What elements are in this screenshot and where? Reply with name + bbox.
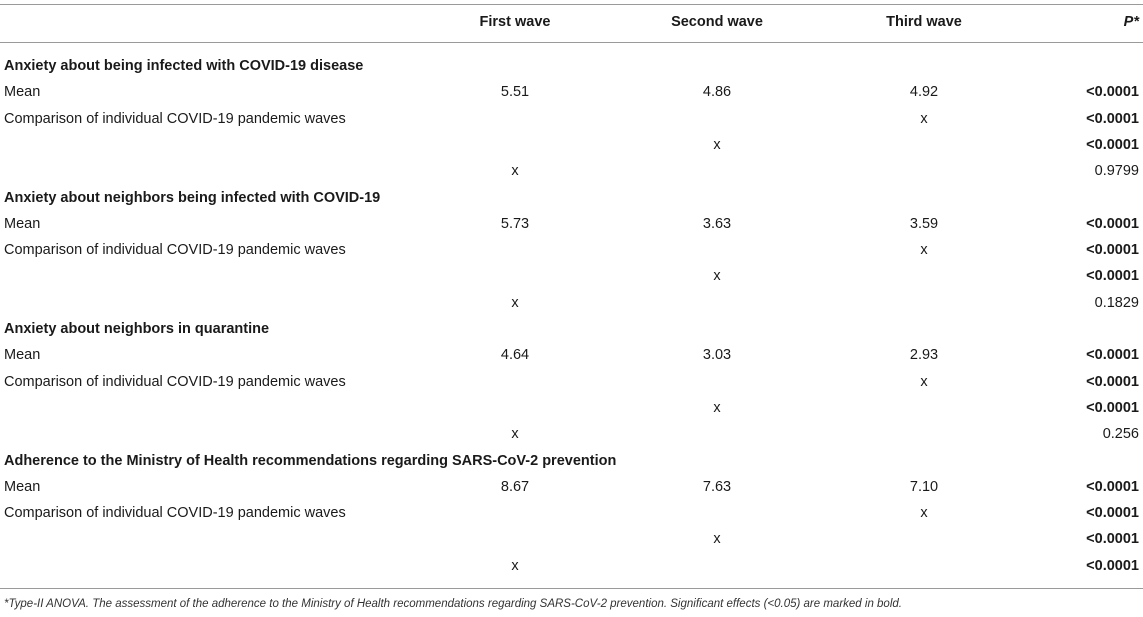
row-label: Comparison of individual COVID-19 pandemic waves xyxy=(4,110,346,127)
section-title: Anxiety about neighbors in quarantine xyxy=(4,321,270,337)
header-row xyxy=(0,9,1143,35)
table-row xyxy=(0,395,1143,421)
third-wave-mark: x xyxy=(920,242,928,259)
table-row xyxy=(0,211,1143,237)
section-title-row xyxy=(0,185,1143,211)
first-wave-value: 4.64 xyxy=(500,347,530,364)
table-row xyxy=(0,500,1143,526)
row-label: Comparison of individual COVID-19 pandemic waves xyxy=(4,242,346,259)
row-label: Mean xyxy=(4,347,41,364)
second-wave-value: 7.63 xyxy=(702,478,732,495)
row-label: Mean xyxy=(4,215,41,232)
table-row xyxy=(0,263,1143,289)
second-wave-mark: x xyxy=(713,136,721,153)
p-value: <0.0001 xyxy=(1086,373,1139,390)
second-wave-value: 3.63 xyxy=(702,215,732,232)
third-wave-value: 4.92 xyxy=(909,84,939,101)
first-wave-value: 5.51 xyxy=(500,84,530,101)
row-label: Mean xyxy=(4,478,41,495)
p-value: <0.0001 xyxy=(1086,84,1139,101)
first-wave-value: 8.67 xyxy=(500,478,530,495)
table-row xyxy=(0,526,1143,552)
p-value: <0.0001 xyxy=(1086,136,1139,153)
section-title-row xyxy=(0,316,1143,342)
first-wave-mark: x xyxy=(511,426,519,443)
p-value: <0.0001 xyxy=(1086,478,1139,495)
p-value: <0.0001 xyxy=(1086,531,1139,548)
first-wave-mark: x xyxy=(511,557,519,574)
table-row xyxy=(0,158,1143,184)
row-label: Comparison of individual COVID-19 pandemic waves xyxy=(4,373,346,390)
p-value: <0.0001 xyxy=(1086,557,1139,574)
first-wave-mark: x xyxy=(511,294,519,311)
second-wave-mark: x xyxy=(713,399,721,416)
p-value: <0.0001 xyxy=(1086,268,1139,285)
third-wave-mark: x xyxy=(920,505,928,522)
header-second-wave: Second wave xyxy=(671,14,763,30)
table-row xyxy=(0,237,1143,263)
header-p-value: P* xyxy=(1123,14,1139,30)
table-row xyxy=(0,342,1143,368)
top-rule xyxy=(0,4,1143,5)
row-label: Mean xyxy=(4,84,41,101)
section-title: Anxiety about being infected with COVID-19 disease xyxy=(4,58,364,74)
second-wave-value: 4.86 xyxy=(702,84,732,101)
table-row xyxy=(0,290,1143,316)
section-title: Adherence to the Ministry of Health recommendations regarding SARS-CoV-2 prevention xyxy=(4,452,617,469)
p-value: 0.256 xyxy=(1102,426,1139,443)
second-wave-mark: x xyxy=(713,531,721,548)
bottom-rule xyxy=(0,588,1143,589)
header-first-wave: First wave xyxy=(479,14,551,30)
p-value: 0.9799 xyxy=(1094,163,1139,180)
table-row xyxy=(0,132,1143,158)
header-rule xyxy=(0,42,1143,43)
p-value: <0.0001 xyxy=(1086,110,1139,127)
first-wave-mark: x xyxy=(511,163,519,180)
p-value: <0.0001 xyxy=(1086,215,1139,232)
p-value: <0.0001 xyxy=(1086,242,1139,259)
second-wave-mark: x xyxy=(713,268,721,285)
table-row xyxy=(0,79,1143,105)
row-label: Comparison of individual COVID-19 pandemic waves xyxy=(4,505,346,522)
third-wave-value: 3.59 xyxy=(909,215,939,232)
footnote: *Type-II ANOVA. The assessment of the adherence to the Ministry of Health recommendations regarding SARS-CoV-2 prevention. Significant effects (<0.05) are marked in bold. xyxy=(4,598,902,610)
third-wave-value: 2.93 xyxy=(909,347,939,364)
p-value: 0.1829 xyxy=(1094,294,1139,311)
table-row xyxy=(0,369,1143,395)
third-wave-mark: x xyxy=(920,110,928,127)
p-value: <0.0001 xyxy=(1086,505,1139,522)
section-title: Anxiety about neighbors being infected with COVID-19 xyxy=(4,189,381,206)
table-row xyxy=(0,553,1143,579)
third-wave-value: 7.10 xyxy=(909,478,939,495)
table-row xyxy=(0,474,1143,500)
third-wave-mark: x xyxy=(920,373,928,390)
header-third-wave: Third wave xyxy=(886,14,962,30)
p-value: <0.0001 xyxy=(1086,399,1139,416)
section-title-row xyxy=(0,53,1143,79)
table-row xyxy=(0,421,1143,447)
table-row xyxy=(0,106,1143,132)
section-title-row xyxy=(0,448,1143,474)
second-wave-value: 3.03 xyxy=(702,347,732,364)
first-wave-value: 5.73 xyxy=(500,215,530,232)
p-value: <0.0001 xyxy=(1086,347,1139,364)
